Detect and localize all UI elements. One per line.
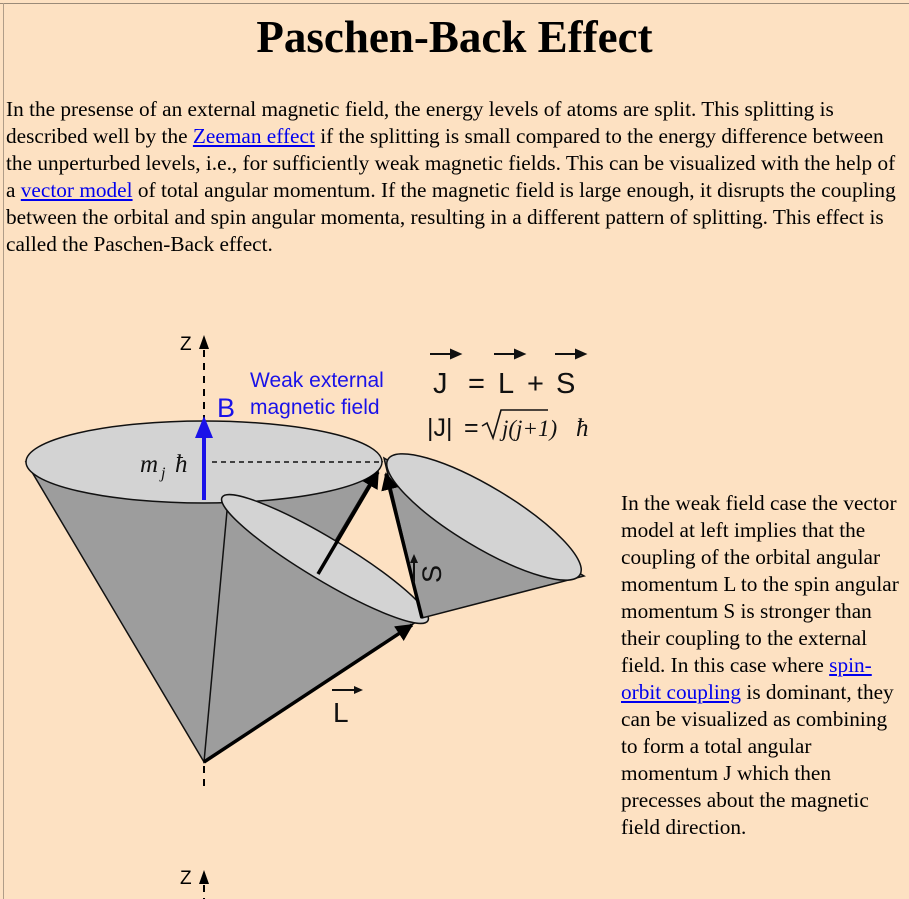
b-label: B [217,393,236,423]
l-vector-label [332,686,363,728]
mj-sub: j [161,465,166,482]
top-border [0,3,909,4]
vector-model-link[interactable]: vector model [20,178,133,202]
vector-model-figure [0,320,610,899]
eq-j: J [433,368,448,400]
mag-eq: = [464,414,479,442]
side-text-2: is dominant, they can be visualized as combining to form a total angular momentum J which then precesses about the magnetic field direction. [621,680,894,839]
mag-rhs: j(j+1) [502,416,558,441]
spin-orbit-coupling-link[interactable]: spin-orbit coupling [621,653,872,704]
z-label-top: Z [180,334,192,355]
z-axis-arrowhead [199,335,209,349]
mj-m: m [140,451,159,478]
eq-s: S [556,368,576,400]
field-label-line2: magnetic field [250,396,380,419]
intro-paragraph [6,96,906,258]
hbar-symbol: ħ [576,415,589,442]
eq-vector-arrows [430,350,585,358]
j-magnitude-equation [427,410,589,442]
eq-l: L [498,368,515,400]
eq-plus: + [527,368,544,400]
l-vector-letter: L [333,697,349,728]
field-label-line1: Weak external [250,369,384,392]
intro-text-1: In the presense of an external magnetic field, the energy levels of atoms are split. This splitting is described well by the [6,97,834,148]
zeeman-effect-link[interactable]: Zeeman effect [192,124,315,148]
vector-sum-equation [433,368,575,400]
z-axis-arrowhead-lower [199,870,209,884]
intro-text-3: of total angular momentum. If the magnetic field is large enough, it disrupts the coupling between the orbital and spin angular momenta, resulting in a different pattern of splitting. This effect is called the Paschen-Back effect. [6,178,896,256]
page-title: Paschen-Back Effect [256,12,653,62]
side-text-1: In the weak field case the vector model at left implies that the coupling of the orbital angular momentum L to the spin angular momentum S is stronger than their coupling to the external field. In this case where [621,491,899,677]
intro-text-2: if the splitting is small compared to the energy difference between the unperturbed levels, i.e., for sufficiently weak magnetic fields. This can be visualized with the help of a [6,124,896,202]
mj-hbar: ħ [175,451,188,478]
s-vector-letter: S [417,564,447,583]
eq-equals: = [468,368,485,400]
z-label-bottom: Z [180,868,192,889]
weak-field-paragraph [621,490,907,841]
mag-lhs: |J| [427,414,453,442]
